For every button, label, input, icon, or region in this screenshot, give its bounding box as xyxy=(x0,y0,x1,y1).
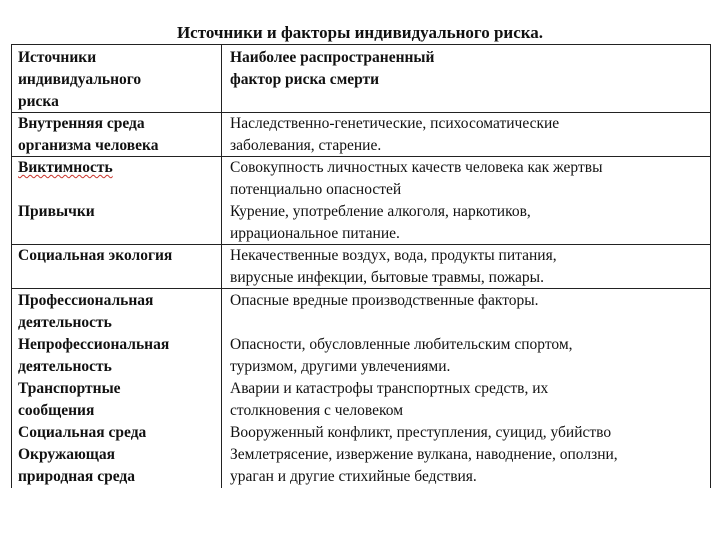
factor-line: Наследственно-генетические, психосоматические xyxy=(230,115,560,132)
factor-professional-activity xyxy=(230,290,708,312)
source-internal-environment xyxy=(18,113,218,157)
factor-line: Аварии и катастрофы транспортных средств, их xyxy=(230,380,549,397)
factor-transport xyxy=(230,378,708,422)
header-factors-line2: фактор риска смерти xyxy=(230,71,380,88)
factor-line: туризмом, другими увлечениями. xyxy=(230,358,451,375)
source-line: деятельность xyxy=(18,314,112,331)
factor-nonprofessional-activity xyxy=(230,334,708,378)
header-sources-line2: индивидуального xyxy=(18,71,142,88)
factor-habits xyxy=(230,201,708,245)
factor-line: иррациональное питание. xyxy=(230,225,400,242)
factor-line: столкновения с человеком xyxy=(230,402,404,419)
header-factors xyxy=(230,47,708,91)
row-divider xyxy=(12,288,710,289)
factor-line: ураган и другие стихийные бедствия. xyxy=(230,468,477,485)
source-line: Социальная экология xyxy=(18,247,173,264)
factor-line: заболевания, старение. xyxy=(230,137,382,154)
source-line: Непрофессиональная xyxy=(18,336,170,353)
source-line: Виктимность xyxy=(18,159,113,176)
source-line: Привычки xyxy=(18,203,95,220)
factor-line: Некачественные воздух, вода, продукты питания, xyxy=(230,247,557,264)
source-line: Социальная среда xyxy=(18,424,147,441)
source-line: Транспортные xyxy=(18,380,121,397)
header-factors-line1: Наиболее распространенный xyxy=(230,49,435,66)
source-line: Окружающая xyxy=(18,446,116,463)
header-sources-line1: Источники xyxy=(18,49,97,66)
factor-line: Курение, употребление алкоголя, наркотиков, xyxy=(230,203,531,220)
source-social-environment xyxy=(18,422,218,444)
source-line: деятельность xyxy=(18,358,112,375)
factor-line: Опасности, обусловленные любительским спортом, xyxy=(230,336,573,353)
factor-social-ecology xyxy=(230,245,708,289)
source-transport xyxy=(18,378,218,422)
source-line: Внутренняя среда xyxy=(18,115,145,132)
factor-line: потенциально опасностей xyxy=(230,181,402,198)
risk-factors-table xyxy=(11,44,711,488)
factor-social-environment xyxy=(230,422,708,444)
factor-internal-environment xyxy=(230,113,708,157)
factor-line: Совокупность личностных качеств человека как жертвы xyxy=(230,159,603,176)
factor-victimhood xyxy=(230,157,708,201)
source-line: природная среда xyxy=(18,468,135,485)
source-natural-environment xyxy=(18,444,218,488)
factor-line: вирусные инфекции, бытовые травмы, пожары. xyxy=(230,269,544,286)
source-professional-activity xyxy=(18,290,218,334)
factor-line: Землетрясение, извержение вулкана, наводнение, оползни, xyxy=(230,446,618,463)
page-title: Источники и факторы индивидуального риска. xyxy=(176,23,544,42)
source-habits xyxy=(18,201,218,223)
factor-line: Опасные вредные производственные факторы. xyxy=(230,292,539,309)
source-social-ecology xyxy=(18,245,218,267)
header-sources xyxy=(18,47,218,113)
source-line: организма человека xyxy=(18,137,159,154)
factor-natural-environment xyxy=(230,444,708,488)
source-victimhood xyxy=(18,157,218,179)
source-line: Профессиональная xyxy=(18,292,154,309)
source-nonprofessional-activity xyxy=(18,334,218,378)
factor-line: Вооруженный конфликт, преступления, суицид, убийство xyxy=(230,424,612,441)
source-line: сообщения xyxy=(18,402,95,419)
header-sources-line3: риска xyxy=(18,93,59,110)
